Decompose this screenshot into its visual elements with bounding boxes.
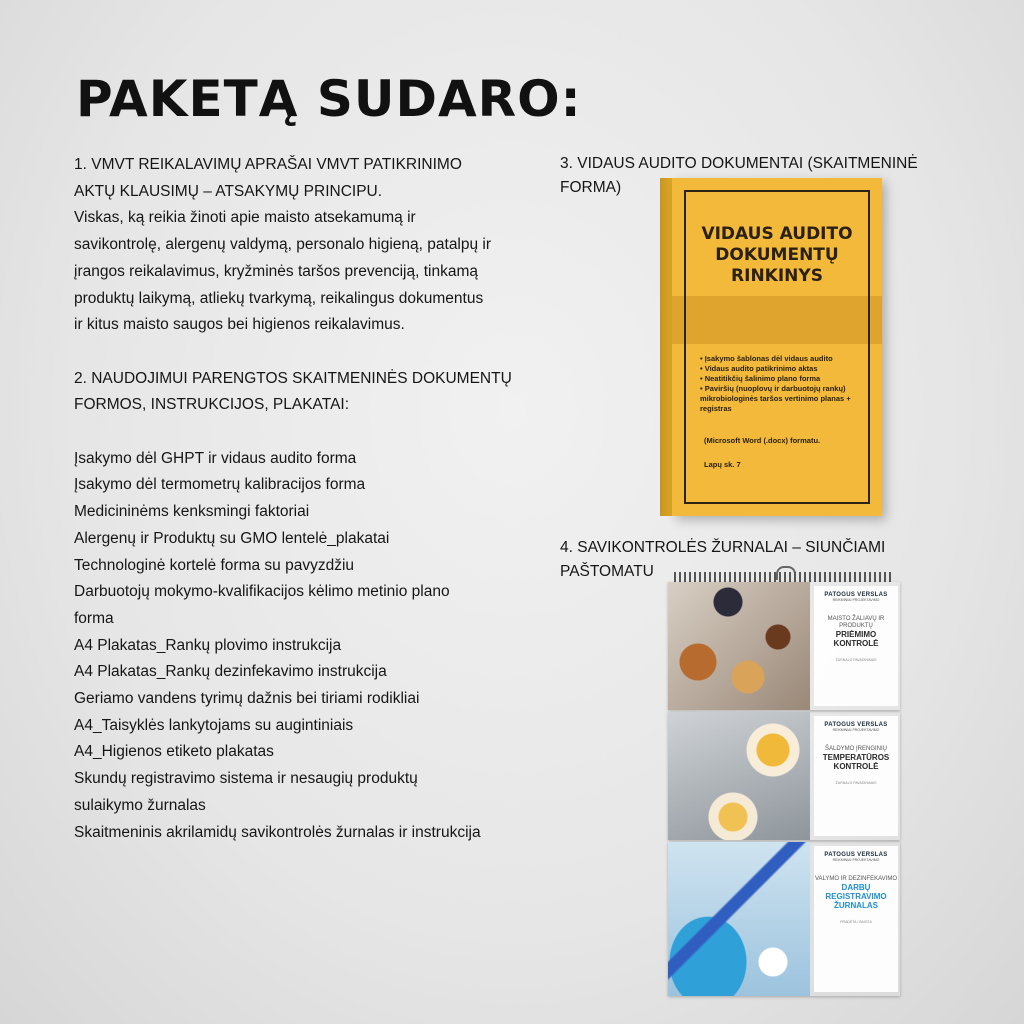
spacer	[74, 339, 554, 366]
book-list-item: • Neatitikčių šalinimo plano forma	[700, 374, 860, 384]
section1-body-line: produktų laikymą, atliekų tvarkymą, reikalingus dokumentus	[74, 289, 484, 307]
brand-subtitle: REIKMINIAI PROJEKTAVIMO	[832, 728, 880, 732]
section1-heading: 1. VMVT REIKALAVIMŲ APRAŠAI VMVT PATIKRINIMO	[74, 156, 462, 173]
section2-heading: FORMOS, INSTRUKCIJOS, PLAKATAI:	[74, 396, 350, 414]
section2-list	[74, 446, 554, 847]
food-photo	[668, 582, 810, 710]
list-item: A4_Higienos etiketo plakatas	[74, 743, 274, 761]
list-item: A4_Taisyklės lankytojams su augintiniais	[74, 716, 354, 734]
journal-subtitle: ŠALDYMO ĮRENGINIŲ	[824, 746, 887, 752]
journal-title: DARBŲ REGISTRAVIMO ŽURNALAS	[825, 883, 887, 910]
book-contents-list	[700, 354, 860, 414]
brand-logo: PATOGUS VERSLAS	[824, 722, 888, 728]
list-item: A4 Plakatas_Rankų plovimo instrukcija	[74, 636, 342, 654]
brand-subtitle: REIKMINIAI PROJEKTAVIMO	[832, 858, 880, 862]
journal-page	[668, 842, 900, 996]
list-item: Technologinė kortelė forma su pavyzdžiu	[74, 556, 355, 574]
journals-calendar	[668, 572, 900, 996]
page-title: PAKETĄ SUDARO:	[76, 70, 582, 128]
journal-footer: ŽURNALO PAVADINIMAS	[835, 781, 877, 785]
left-column	[74, 152, 554, 846]
brand-logo: PATOGUS VERSLAS	[824, 852, 888, 858]
section1-body-line: savikontrolę, alergenų valdymą, personalo higieną, patalpų ir	[74, 236, 492, 254]
spacer	[74, 419, 554, 446]
section1-body-line: ir kitus maisto saugos bei higienos reikalavimus.	[74, 316, 405, 334]
book-list-item: • Įsakymo šablonas dėl vidaus audito	[700, 354, 860, 364]
section2-heading: 2. NAUDOJIMUI PARENGTOS SKAITMENINĖS DOKUMENTŲ	[74, 369, 512, 387]
journal-card	[814, 586, 898, 706]
journal-page	[668, 582, 900, 710]
journal-subtitle: MAISTO ŽALIAVŲ IR PRODUKTŲ	[827, 616, 885, 629]
list-item: Medicininėms kenksmingi faktoriai	[74, 503, 310, 521]
list-item: Įsakymo dėl GHPT ir vidaus audito forma	[74, 449, 357, 467]
journal-page	[668, 712, 900, 840]
audit-book-cover	[660, 178, 882, 516]
journal-footer: PRADĖTA / BAIGTA	[840, 920, 872, 924]
book-list-item: • Vidaus audito patikrinimo aktas	[700, 364, 860, 374]
book-title: VIDAUS AUDITO DOKUMENTŲ RINKINYS	[701, 224, 853, 286]
journal-subtitle: VALYMO IR DEZINFEKAVIMO	[814, 876, 897, 882]
list-item: Įsakymo dėl termometrų kalibracijos forma	[74, 476, 366, 494]
book-front	[672, 178, 882, 516]
journal-footer: ŽURNALO PAVADINIMAS	[835, 658, 877, 662]
list-item: Darbuotojų mokymo-kvalifikacijos kėlimo metinio plano	[74, 583, 450, 601]
brand-subtitle: REIKMINIAI PROJEKTAVIMO	[832, 598, 880, 602]
book-format: (Microsoft Word (.docx) formatu.	[704, 436, 821, 445]
calendar-binding	[674, 572, 894, 582]
journal-card	[814, 846, 898, 992]
journal-title: PRIĖMIMO KONTROLĖ	[833, 630, 879, 648]
book-list-item: • Paviršių (nuoplovų ir darbuotojų rankų) mikrobiologinės taršos vertinimo planas + registras	[700, 384, 860, 414]
dessert-photo	[668, 712, 810, 840]
cleaning-photo	[668, 842, 810, 996]
list-item: forma	[74, 609, 114, 627]
list-item: Skundų registravimo sistema ir nesaugių produktų	[74, 770, 418, 788]
list-item: Geriamo vandens tyrimų dažnis bei tiriami rodikliai	[74, 690, 420, 708]
section1-heading: AKTŲ KLAUSIMŲ – ATSAKYMŲ PRINCIPU.	[74, 182, 383, 200]
list-item: A4 Plakatas_Rankų dezinfekavimo instrukcija	[74, 663, 387, 681]
list-item: Skaitmeninis akrilamidų savikontrolės žurnalas ir instrukcija	[74, 823, 481, 841]
book-pages: Lapų sk. 7	[704, 460, 741, 469]
section1-body-line: Viskas, ką reikia žinoti apie maisto atsekamumą ir	[74, 209, 416, 227]
section3-heading: 3. VIDAUS AUDITO DOKUMENTAI (SKAITMENINĖ FORMA)	[560, 155, 918, 196]
journal-title: TEMPERATŪROS KONTROLĖ	[822, 753, 890, 771]
list-item: sulaikymo žurnalas	[74, 796, 206, 814]
section1-body-line: įrangos reikalavimus, kryžminės taršos prevenciją, tinkamą	[74, 262, 479, 280]
brand-logo: PATOGUS VERSLAS	[824, 592, 888, 598]
list-item: Alergenų ir Produktų su GMO lentelė_plakatai	[74, 529, 390, 547]
journal-card	[814, 716, 898, 836]
section4-heading: 4. SAVIKONTROLĖS ŽURNALAI – SIUNČIAMI PAŠTOMATU	[560, 539, 886, 580]
